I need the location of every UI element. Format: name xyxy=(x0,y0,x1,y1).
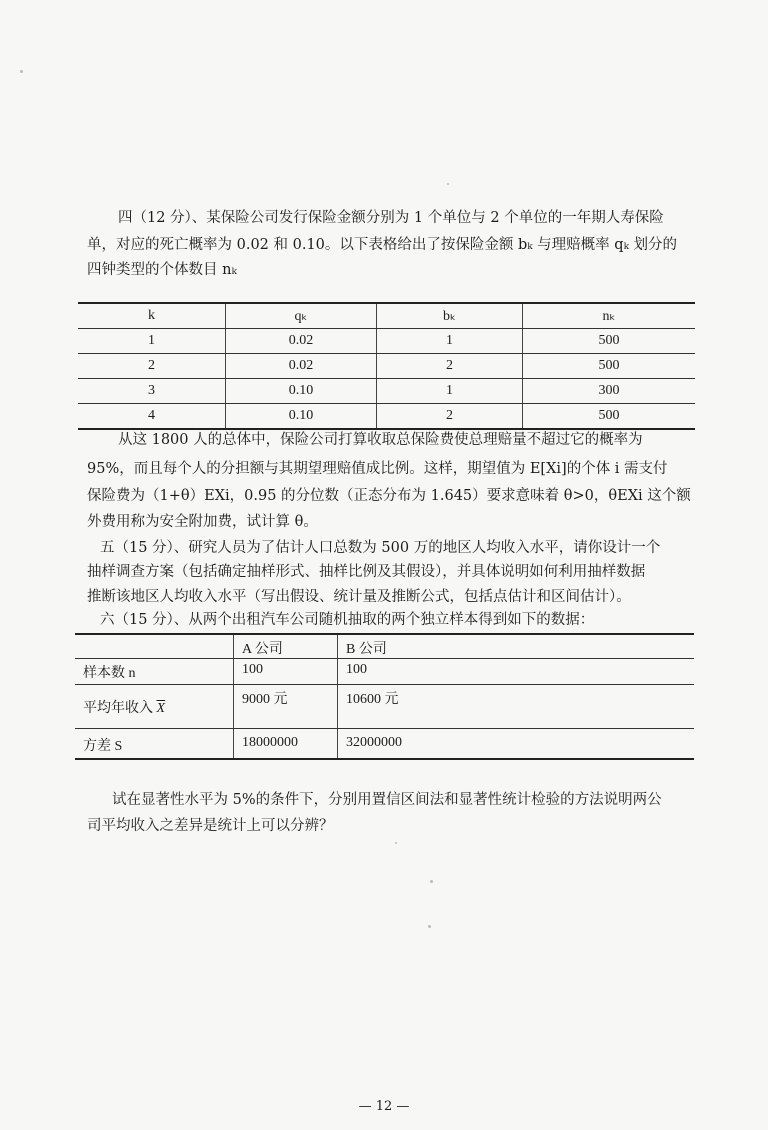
table-row xyxy=(78,329,695,354)
table-cell: 样本数 n xyxy=(75,659,234,685)
q4-line: 外费用称为安全附加费，试计算 θ。 xyxy=(87,514,318,530)
table-cell: 32000000 xyxy=(338,729,695,759)
scan-speck xyxy=(428,925,431,928)
row-label: 平均年收入 xyxy=(83,701,157,716)
header-cell: B 公司 xyxy=(338,634,695,659)
table-row xyxy=(78,404,695,430)
table-cell: 10600 元 xyxy=(338,685,695,729)
q6-line: 司平均收入之差异是统计上可以分辨？ xyxy=(87,818,334,834)
table-cell: 500 xyxy=(523,354,696,379)
table-cell: 2 xyxy=(377,404,523,430)
table-cell: 3 xyxy=(78,379,226,404)
table-cell: 4 xyxy=(78,404,226,430)
table-cell xyxy=(75,685,234,729)
scan-speck xyxy=(395,842,397,844)
table-cell: 0.10 xyxy=(226,379,377,404)
table-row xyxy=(75,659,694,685)
table-cell: 2 xyxy=(377,354,523,379)
table-row xyxy=(75,729,694,759)
table-cell: 300 xyxy=(523,379,696,404)
table-row xyxy=(78,379,695,404)
x-bar-symbol: $\overline{X}$ xyxy=(156,701,166,716)
q5-line: 推断该地区人均收入水平（写出假设、统计量及推断公式，包括点估计和区间估计）。 xyxy=(87,589,631,605)
table-header-row xyxy=(78,303,695,329)
header-cell: A 公司 xyxy=(234,634,338,659)
q4-line: 从这 1800 人的总体中，保险公司打算收取总保险费使总理赔量不超过它的概率为 xyxy=(118,432,643,448)
header-cell: bₖ xyxy=(377,303,523,329)
header-cell: k xyxy=(78,303,226,329)
taxi-company-table xyxy=(75,633,694,760)
table-cell: 100 xyxy=(338,659,695,685)
table-cell: 2 xyxy=(78,354,226,379)
scan-speck xyxy=(447,183,449,185)
table-row xyxy=(75,685,694,729)
header-cell: qₖ xyxy=(226,303,377,329)
insurance-table xyxy=(78,302,695,430)
table-cell: 100 xyxy=(234,659,338,685)
q4-line: 保险费为（1+θ）EXi，0.95 的分位数（正态分布为 1.645）要求意味着 θ>0，θEXi 这个额 xyxy=(87,488,691,504)
q4-line: 单，对应的死亡概率为 0.02 和 0.10。以下表格给出了按保险金额 bₖ 与理赔概率 qₖ 划分的 xyxy=(87,237,677,253)
table-cell: 0.02 xyxy=(226,354,377,379)
table-cell: 500 xyxy=(523,329,696,354)
table-cell: 方差 S xyxy=(75,729,234,759)
q6-line: 试在显著性水平为 5%的条件下，分别用置信区间法和显著性统计检验的方法说明两公 xyxy=(112,792,662,808)
table-cell: 9000 元 xyxy=(234,685,338,729)
q4-line: 四（12 分）、某保险公司发行保险金额分别为 1 个单位与 2 个单位的一年期人寿保险 xyxy=(118,210,664,226)
q4-line: 四钟类型的个体数目 nₖ xyxy=(87,262,237,278)
q4-line: 95%，而且每个人的分担额与其期望理赔值成比例。这样，期望值为 E[Xi]的个体 i 需支付 xyxy=(87,461,668,477)
q5-line: 抽样调查方案（包括确定抽样形式、抽样比例及其假设），并具体说明如何利用抽样数据 xyxy=(87,564,646,580)
scan-speck xyxy=(430,880,433,883)
header-cell xyxy=(75,634,234,659)
header-cell: nₖ xyxy=(523,303,696,329)
table-cell: 18000000 xyxy=(234,729,338,759)
table-cell: 0.02 xyxy=(226,329,377,354)
table-cell: 1 xyxy=(377,379,523,404)
table-cell: 0.10 xyxy=(226,404,377,430)
table-cell: 1 xyxy=(78,329,226,354)
table-cell: 500 xyxy=(523,404,696,430)
page-number: — 12 — xyxy=(358,1099,410,1114)
q5-line: 五（15 分）、研究人员为了估计人口总数为 500 万的地区人均收入水平，请你设计一个 xyxy=(100,540,661,556)
table-cell: 1 xyxy=(377,329,523,354)
table-row xyxy=(78,354,695,379)
q6-line: 六（15 分）、从两个出租汽车公司随机抽取的两个独立样本得到如下的数据： xyxy=(100,612,595,628)
scan-speck xyxy=(20,70,23,73)
table-header-row xyxy=(75,634,694,659)
